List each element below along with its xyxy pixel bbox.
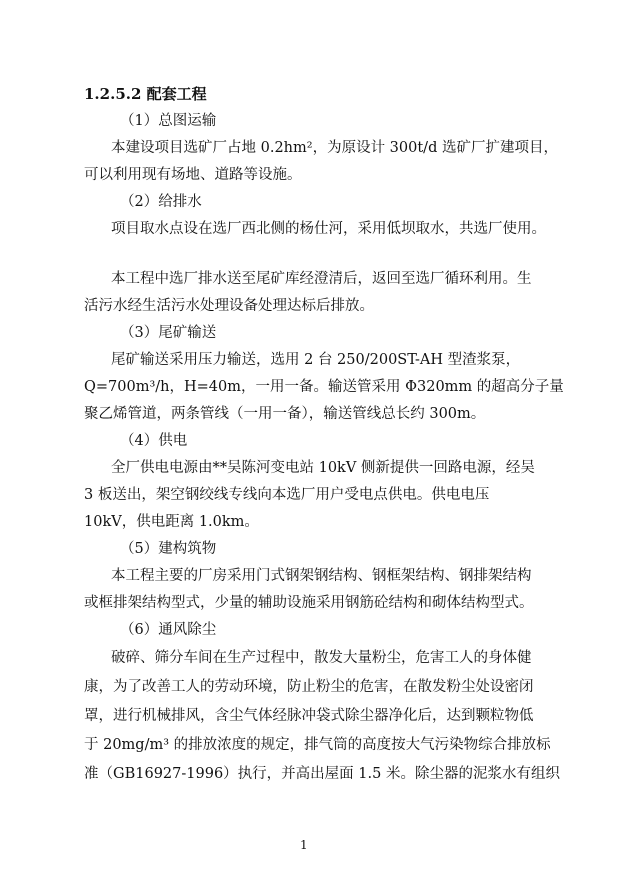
paragraph-line: 准（GB16927-1996）执行，并高出屋面 1.5 米。除尘器的泥浆水有组织 [84,766,560,782]
paragraph-line: 全厂供电电源由**吴陈河变电站 10kV 侧新提供一回路电源，经吴 [111,460,535,476]
paragraph-line: 活污水经生活污水处理设备处理达标后排放。 [84,298,374,314]
paragraph-line: 康，为了改善工人的劳动环境，防止粉尘的危害，在散发粉尘处设密闭 [84,679,534,695]
paragraph-line: 尾矿输送采用压力输送，选用 2 台 250/200ST-AH 型渣浆泵， [111,352,521,368]
paragraph-line: 10kV，供电距离 1.0km。 [84,514,259,530]
paragraph-line: Q=700m³/h，H=40m，一用一备。输送管采用 Φ320mm 的超高分子量 [84,379,564,395]
page-number: 1 [300,838,308,852]
paragraph-line: 破碎、筛分车间在生产过程中，散发大量粉尘，危害工人的身体健 [111,650,532,666]
subsection-title: （5）建构筑物 [120,541,217,557]
subsection-title: （2）给排水 [120,194,202,210]
paragraph-line: 项目取水点设在选厂西北侧的杨仕河，采用低坝取水，共选厂使用。 [111,221,546,237]
paragraph-line: 本建设项目选矿厂占地 0.2hm²，为原设计 300t/d 选矿厂扩建项目， [111,140,558,156]
section-heading: 1.2.5.2 配套工程 [84,85,207,103]
paragraph-line: 可以利用现有场地、道路等设施。 [84,167,302,183]
paragraph-line: 3 板送出，架空钢绞线专线向本选厂用户受电点供电。供电电压 [84,487,490,503]
subsection-title: （4）供电 [120,433,188,449]
paragraph-line: 聚乙烯管道，两条管线（一用一备），输送管线总长约 300m。 [84,406,486,422]
paragraph-line: 或框排架结构型式，少量的辅助设施采用钢筋砼结构和砌体结构型式。 [84,595,534,611]
paragraph-line: 于 20mg/m³ 的排放浓度的规定，排气筒的高度按大气污染物综合排放标 [84,737,551,753]
paragraph-line: 本工程中选厂排水送至尾矿库经澄清后，返回至选厂循环利用。生 [111,271,532,287]
subsection-title: （1）总图运输 [120,113,217,129]
subsection-title: （3）尾矿输送 [120,325,217,341]
paragraph-line: 罩，进行机械排风，含尘气体经脉冲袋式除尘器净化后，达到颗粒物低 [84,708,534,724]
paragraph-line: 本工程主要的厂房采用门式钢架钢结构、钢框架结构、钢排架结构 [111,568,532,584]
subsection-title: （6）通风除尘 [120,622,217,638]
